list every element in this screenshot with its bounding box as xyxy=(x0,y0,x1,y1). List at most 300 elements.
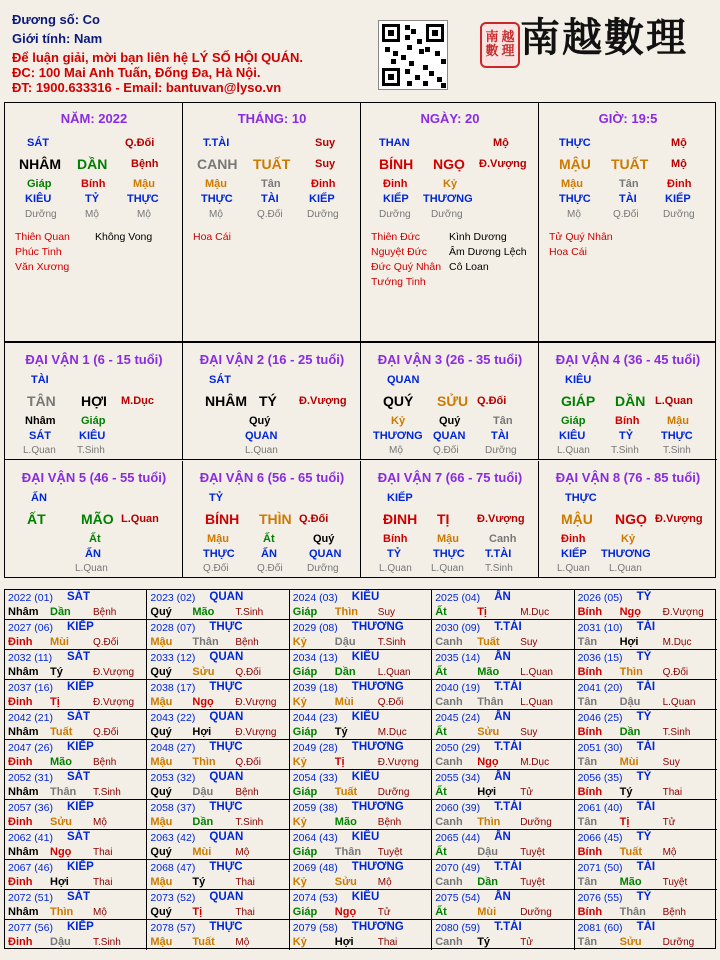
year-stem: Mậu xyxy=(150,756,173,768)
year-cell[interactable] xyxy=(5,890,147,920)
year-state: Đ.Vượng xyxy=(662,607,704,618)
year-stem: Nhâm xyxy=(8,726,39,738)
year-cell[interactable] xyxy=(147,740,289,770)
year-stem: Canh xyxy=(435,876,463,888)
hidden-god: KIÊU xyxy=(25,193,52,205)
year-label: 2046 (25) xyxy=(577,712,623,724)
hidden-god: THỰC xyxy=(433,548,465,560)
year-cell[interactable] xyxy=(290,740,432,770)
life-stage: Dưỡng xyxy=(307,209,339,220)
year-stem: Giáp xyxy=(292,606,318,618)
year-state: Dưỡng xyxy=(520,817,552,828)
year-branch: Ngọ xyxy=(334,906,357,918)
stem: GIÁP xyxy=(561,393,596,409)
pillar-title: NGÀY: 20 xyxy=(420,111,480,126)
year-stem: Mậu xyxy=(150,816,173,828)
hidden-stem: Đinh xyxy=(383,178,408,190)
year-label: 2056 (35) xyxy=(577,772,623,784)
year-stem: Giáp xyxy=(292,666,318,678)
year-label: 2062 (41) xyxy=(8,832,53,844)
year-branch: Thìn xyxy=(619,666,643,678)
year-cell[interactable] xyxy=(575,590,717,620)
year-branch: Mão xyxy=(50,756,72,768)
year-branch: Sửu xyxy=(619,936,642,948)
life-stage: Dưỡng xyxy=(663,209,695,220)
year-label: 2075 (54) xyxy=(435,892,481,904)
hidden-god: QUAN xyxy=(309,548,342,560)
year-state: Thai xyxy=(235,877,255,888)
stem-branch: NGỌ xyxy=(433,156,465,172)
year-stem: Ất xyxy=(435,786,447,798)
year-branch: Thìn xyxy=(477,816,501,828)
hidden-god: THỰC xyxy=(127,193,159,205)
year-branch: Tý xyxy=(619,786,633,798)
year-stem: Tân xyxy=(577,756,598,768)
year-label: 2048 (27) xyxy=(150,742,196,754)
year-branch: Tuất xyxy=(334,786,358,798)
year-cell[interactable] xyxy=(147,800,289,830)
year-state: Suy xyxy=(377,607,396,618)
ten-god-label: Mộ xyxy=(671,137,687,149)
year-stem: Bính xyxy=(577,666,603,678)
year-label: 2042 (21) xyxy=(8,712,53,724)
year-branch: Tuất xyxy=(477,636,500,648)
year-stem: Kỷ xyxy=(292,936,307,948)
growth-state: Đ.Vượng xyxy=(299,395,347,407)
year-label: 2081 (60) xyxy=(577,922,623,934)
ten-god-label: THỰC xyxy=(559,137,591,149)
year-cell[interactable] xyxy=(147,590,289,620)
hidden-stem: Tân xyxy=(619,178,639,190)
hidden-stem: Mậu xyxy=(667,415,689,427)
ten-god-label: THAN xyxy=(379,137,410,149)
stem-branch: CANH xyxy=(197,156,238,172)
year-branch: Mão xyxy=(477,666,500,678)
stem: NHÂM xyxy=(205,393,247,409)
year-ten-god: THƯƠNG xyxy=(351,681,404,693)
year-cell[interactable] xyxy=(575,920,717,950)
pillar-column xyxy=(361,103,539,341)
hidden-god: KIÊU xyxy=(79,430,106,442)
hidden-god: THỰC xyxy=(559,193,591,205)
year-ten-god: THỰC xyxy=(209,621,243,633)
hidden-stem: Giáp xyxy=(27,178,52,190)
year-label: 2067 (46) xyxy=(8,862,53,874)
year-stem: Quý xyxy=(150,846,172,858)
year-stem: Ất xyxy=(435,606,447,618)
ten-god-label: Mộ xyxy=(493,137,509,149)
year-branch: Mùi xyxy=(619,756,639,768)
year-branch: Hợi xyxy=(192,726,212,738)
year-cell[interactable] xyxy=(575,650,717,680)
gender: Giới tính: Nam xyxy=(12,31,103,46)
year-cell[interactable] xyxy=(432,830,574,860)
hidden-stem: Đinh xyxy=(311,178,336,190)
year-ten-god: QUAN xyxy=(209,591,244,603)
ten-god-label: SÁT xyxy=(27,137,49,149)
year-stem: Tân xyxy=(577,936,598,948)
year-branch: Tị xyxy=(192,906,203,918)
year-cell[interactable] xyxy=(290,800,432,830)
year-cell[interactable] xyxy=(5,830,147,860)
hidden-stem: Ất xyxy=(89,533,101,545)
year-state: Đ.Vượng xyxy=(235,727,277,738)
year-cell[interactable] xyxy=(432,890,574,920)
year-cell[interactable] xyxy=(432,590,574,620)
year-cell[interactable] xyxy=(147,830,289,860)
hidden-god: KIẾP xyxy=(383,193,409,205)
year-stem: Bính xyxy=(577,726,603,738)
year-stem: Đinh xyxy=(8,756,33,768)
year-label: 2033 (12) xyxy=(150,652,196,664)
qr-code[interactable] xyxy=(378,20,448,90)
year-branch: Hợi xyxy=(619,636,639,648)
ten-god-label: TỶ xyxy=(209,492,224,504)
year-cell[interactable] xyxy=(147,920,289,950)
year-ten-god: SÁT xyxy=(67,651,90,663)
hidden-god: KIẾP xyxy=(561,548,587,560)
year-branch: Tị xyxy=(50,696,60,708)
hidden-god: SÁT xyxy=(29,430,51,442)
year-cell[interactable] xyxy=(290,650,432,680)
year-branch: Hợi xyxy=(334,936,354,948)
pillar-title: GIỜ: 19:5 xyxy=(598,111,658,126)
year-label: 2036 (15) xyxy=(577,652,623,664)
year-branch: Tị xyxy=(477,606,487,618)
annual-table xyxy=(4,589,716,949)
year-stem: Kỷ xyxy=(292,756,307,768)
hidden-stem: Quý xyxy=(313,533,335,545)
year-stem: Ất xyxy=(435,906,447,918)
year-label: 2045 (24) xyxy=(435,712,481,724)
year-label: 2032 (11) xyxy=(8,652,53,664)
life-stage: L.Quan xyxy=(431,563,464,574)
star-name: Nguyệt Đức xyxy=(371,246,428,258)
year-ten-god: QUAN xyxy=(209,831,244,843)
year-cell[interactable] xyxy=(147,860,289,890)
year-cell[interactable] xyxy=(5,740,147,770)
dai-van-block xyxy=(539,461,717,578)
dai-van-title: ĐẠI VẬN 8 (76 - 85 tuổi) xyxy=(555,470,701,485)
year-cell[interactable] xyxy=(290,860,432,890)
hidden-stem: Mậu xyxy=(133,178,155,190)
year-cell[interactable] xyxy=(575,710,717,740)
year-cell[interactable] xyxy=(290,680,432,710)
year-label: 2047 (26) xyxy=(8,742,53,754)
year-label: 2027 (06) xyxy=(8,622,53,634)
year-ten-god: SÁT xyxy=(67,771,90,783)
year-ten-god: QUAN xyxy=(209,771,244,783)
hidden-god: THỰC xyxy=(203,548,235,560)
year-stem: Kỷ xyxy=(292,636,307,648)
year-cell[interactable] xyxy=(432,620,574,650)
year-label: 2029 (08) xyxy=(292,622,338,634)
brand-logo: 南越數理 xyxy=(520,14,688,61)
year-ten-god: T.TÀI xyxy=(494,921,522,933)
branch: THÌN xyxy=(259,511,292,527)
life-stage: Mộ xyxy=(85,209,99,220)
year-label: 2028 (07) xyxy=(150,622,196,634)
hidden-stem: Bính xyxy=(615,415,640,427)
year-stem: Canh xyxy=(435,756,463,768)
year-ten-god: THỰC xyxy=(209,681,243,693)
hidden-stem: Ất xyxy=(263,533,275,545)
year-branch: Thân xyxy=(619,906,646,918)
year-cell[interactable] xyxy=(5,620,147,650)
year-cell[interactable] xyxy=(575,800,717,830)
life-stage: Q.Đối xyxy=(203,563,229,574)
hidden-god: TỶ xyxy=(85,193,100,205)
year-branch: Thân xyxy=(50,786,77,798)
year-label: 2079 (58) xyxy=(292,922,338,934)
year-state: Đ.Vượng xyxy=(93,697,135,708)
year-cell[interactable] xyxy=(147,710,289,740)
year-state: Q.Đối xyxy=(93,727,119,738)
year-state: Thai xyxy=(662,787,683,798)
year-cell[interactable] xyxy=(5,770,147,800)
year-branch: Dần xyxy=(50,606,71,618)
year-cell[interactable] xyxy=(290,890,432,920)
life-stage: Dưỡng xyxy=(307,563,339,574)
life-stage: L.Quan xyxy=(75,563,108,574)
life-stage: Q.Đối xyxy=(257,563,283,574)
pillar-column xyxy=(183,103,361,341)
year-cell[interactable] xyxy=(5,680,147,710)
life-stage: Q.Đối xyxy=(433,445,459,456)
year-state: Mộ xyxy=(93,817,107,828)
life-stage: Mộ xyxy=(209,209,223,220)
star-name: Không Vong xyxy=(95,231,153,243)
year-label: 2050 (29) xyxy=(435,742,481,754)
year-ten-god: THƯƠNG xyxy=(351,741,404,753)
year-cell[interactable] xyxy=(147,680,289,710)
year-stem: Kỷ xyxy=(292,876,307,888)
year-state: M.Dục xyxy=(520,607,550,618)
year-cell[interactable] xyxy=(147,770,289,800)
year-ten-god: TỶ xyxy=(636,651,652,663)
ten-god-label: Suy xyxy=(315,137,336,149)
year-cell[interactable] xyxy=(290,620,432,650)
stem: BÍNH xyxy=(205,511,240,527)
address: ĐC: 100 Mai Anh Tuấn, Đống Đa, Hà Nội. xyxy=(12,65,261,80)
year-label: 2022 (01) xyxy=(8,592,53,604)
year-state: Q.Đối xyxy=(662,667,689,678)
dai-van-table xyxy=(4,342,716,578)
year-state: Q.Đối xyxy=(235,757,261,768)
year-cell[interactable] xyxy=(290,920,432,950)
year-state: Bệnh xyxy=(235,637,259,648)
year-ten-god: THỰC xyxy=(209,801,243,813)
year-label: 2077 (56) xyxy=(8,922,53,934)
year-cell[interactable] xyxy=(432,740,574,770)
year-stem: Đinh xyxy=(8,696,33,708)
year-ten-god: KIÊU xyxy=(351,711,380,723)
year-branch: Sửu xyxy=(50,816,73,828)
year-cell[interactable] xyxy=(432,650,574,680)
year-state: Mộ xyxy=(235,847,250,858)
year-state: M.Dục xyxy=(377,727,407,738)
year-cell[interactable] xyxy=(5,650,147,680)
year-label: 2073 (52) xyxy=(150,892,196,904)
hidden-stem: Quý xyxy=(439,415,461,427)
year-cell[interactable] xyxy=(290,770,432,800)
year-label: 2039 (18) xyxy=(292,682,338,694)
year-cell[interactable] xyxy=(575,860,717,890)
life-stage: L.Quan xyxy=(557,445,590,456)
year-branch: Dậu xyxy=(619,696,641,708)
year-branch: Dậu xyxy=(334,636,356,648)
year-cell[interactable] xyxy=(432,800,574,830)
hidden-god: ẤN xyxy=(261,548,277,560)
year-state: L.Quan xyxy=(520,697,553,708)
dai-van-block xyxy=(539,343,717,460)
year-branch: Hợi xyxy=(50,876,69,888)
year-cell[interactable] xyxy=(432,860,574,890)
year-cell[interactable] xyxy=(5,800,147,830)
growth-state: M.Dục xyxy=(121,395,154,407)
year-cell[interactable] xyxy=(5,590,147,620)
branch: NGỌ xyxy=(615,511,647,527)
year-label: 2080 (59) xyxy=(435,922,481,934)
stem-branch: MẬU xyxy=(559,156,591,172)
year-cell[interactable] xyxy=(5,860,147,890)
year-state: Tuyệt xyxy=(377,847,403,858)
year-cell[interactable] xyxy=(575,740,717,770)
year-cell[interactable] xyxy=(575,620,717,650)
pillar-title: NĂM: 2022 xyxy=(60,111,128,126)
year-cell[interactable] xyxy=(432,710,574,740)
life-stage: T.Sinh xyxy=(485,563,513,574)
year-branch: Tuất xyxy=(192,936,215,948)
year-state: Mộ xyxy=(377,877,392,888)
year-branch: Tị xyxy=(619,816,630,828)
star-name: Tướng Tinh xyxy=(371,276,426,288)
year-ten-god: KIÊU xyxy=(351,651,380,663)
year-branch: Mão xyxy=(619,876,642,888)
stem-branch: Đ.Vượng xyxy=(479,158,527,170)
year-ten-god: T.TÀI xyxy=(494,621,522,633)
branch: SỬU xyxy=(437,393,469,409)
year-label: 2055 (34) xyxy=(435,772,481,784)
stem: QUÝ xyxy=(383,393,414,409)
year-cell[interactable] xyxy=(290,590,432,620)
hidden-stem: Mậu xyxy=(207,533,229,545)
header xyxy=(0,0,720,100)
year-state: Dưỡng xyxy=(662,937,695,948)
year-state: Mộ xyxy=(93,907,107,918)
year-cell[interactable] xyxy=(147,650,289,680)
year-state: T.Sinh xyxy=(235,817,264,828)
year-stem: Nhâm xyxy=(8,666,39,678)
year-ten-god: T.TÀI xyxy=(494,681,522,693)
year-branch: Mùi xyxy=(50,636,69,648)
ten-god-label: THỰC xyxy=(565,492,597,504)
year-stem: Tân xyxy=(577,696,598,708)
year-cell[interactable] xyxy=(290,830,432,860)
year-branch: Tuất xyxy=(50,726,73,738)
year-ten-god: KIÊU xyxy=(351,771,380,783)
life-stage: Dưỡng xyxy=(485,445,517,456)
year-cell[interactable] xyxy=(290,710,432,740)
dai-van-title: ĐẠI VẬN 6 (56 - 65 tuổi) xyxy=(199,470,345,485)
year-state: T.Sinh xyxy=(662,727,691,738)
growth-state: L.Quan xyxy=(121,513,159,525)
year-branch: Dậu xyxy=(50,936,71,948)
hidden-stem: Quý xyxy=(249,415,271,427)
year-state: Tử xyxy=(662,817,676,828)
hidden-god: THƯƠNG xyxy=(373,430,423,442)
star-name: Đức Quý Nhân xyxy=(371,261,442,273)
life-stage: Q.Đối xyxy=(613,209,639,220)
growth-state: Q.Đối xyxy=(477,395,507,407)
phone-email[interactable]: ĐT: 1900.633316 - Email: bantuvan@lyso.vn xyxy=(12,80,282,95)
year-label: 2043 (22) xyxy=(150,712,196,724)
life-stage: Dưỡng xyxy=(431,209,463,220)
year-cell[interactable] xyxy=(147,890,289,920)
year-label: 2066 (45) xyxy=(577,832,623,844)
life-stage: L.Quan xyxy=(23,445,56,456)
dai-van-title: ĐẠI VẬN 5 (46 - 55 tuổi) xyxy=(21,470,167,485)
year-label: 2038 (17) xyxy=(150,682,196,694)
year-stem: Tân xyxy=(577,816,598,828)
year-ten-god: KIẾP xyxy=(67,921,94,933)
year-state: Bệnh xyxy=(377,817,402,828)
year-state: Thai xyxy=(377,937,398,948)
year-cell[interactable] xyxy=(5,920,147,950)
year-cell[interactable] xyxy=(575,830,717,860)
year-state: Dưỡng xyxy=(520,907,552,918)
year-stem: Mậu xyxy=(150,696,173,708)
client-name: Đương số: Co xyxy=(12,12,100,27)
year-cell[interactable] xyxy=(147,620,289,650)
year-cell[interactable] xyxy=(432,920,574,950)
year-state: Q.Đối xyxy=(235,667,261,678)
four-pillars-table xyxy=(4,102,716,342)
life-stage: Q.Đối xyxy=(257,209,283,220)
year-cell[interactable] xyxy=(432,680,574,710)
hidden-stem: Giáp xyxy=(561,415,586,427)
year-cell[interactable] xyxy=(575,770,717,800)
year-cell[interactable] xyxy=(575,890,717,920)
branch: MÃO xyxy=(81,511,114,527)
stem-branch: BÍNH xyxy=(379,156,414,172)
year-ten-god: TÀI xyxy=(636,741,656,753)
year-ten-god: THƯƠNG xyxy=(351,621,404,633)
year-state: Tử xyxy=(377,907,391,918)
year-branch: Dậu xyxy=(192,786,214,798)
year-cell[interactable] xyxy=(575,680,717,710)
year-branch: Sửu xyxy=(477,726,500,738)
year-label: 2026 (05) xyxy=(577,592,623,604)
year-ten-god: QUAN xyxy=(209,891,244,903)
year-stem: Mậu xyxy=(150,936,173,948)
year-stem: Đinh xyxy=(8,816,33,828)
year-cell[interactable] xyxy=(5,710,147,740)
growth-state: Đ.Vượng xyxy=(477,513,525,525)
hidden-god: KIÊU xyxy=(559,430,586,442)
year-state: Bệnh xyxy=(235,787,259,798)
year-branch: Tị xyxy=(334,756,345,768)
year-cell[interactable] xyxy=(432,770,574,800)
year-stem: Tân xyxy=(577,636,598,648)
year-branch: Tý xyxy=(192,876,206,888)
dai-van-title: ĐẠI VẬN 4 (36 - 45 tuổi) xyxy=(555,352,701,367)
ten-god-label: KIẾP xyxy=(387,492,413,504)
year-state: L.Quan xyxy=(377,667,411,678)
year-branch: Mùi xyxy=(477,906,497,918)
year-branch: Thìn xyxy=(334,606,359,618)
year-ten-god: TÀI xyxy=(636,921,656,933)
